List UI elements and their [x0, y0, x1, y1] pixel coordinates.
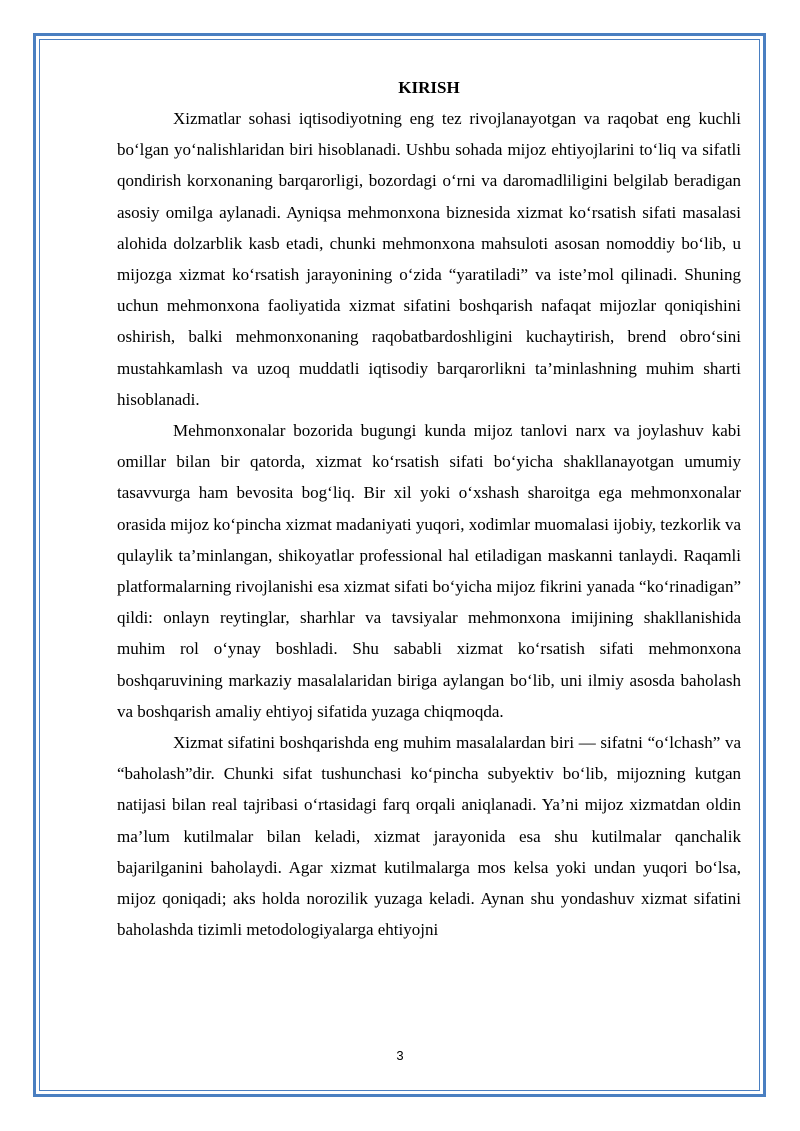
document-body — [117, 77, 741, 945]
paragraph-3: Xizmat sifatini boshqarishda eng muhim masalalardan biri — sifatni “oʻlchash” va “baholash”dir. Chunki sifat tushunchasi koʻpincha subyektiv boʻlib, mijozning kutgan natijasi bilan real tajribasi oʻrtasidagi farq orqali aniqlanadi. Ya’ni mijoz xizmatdan oldin ma’lum kutilmalar bilan keladi, xizmat jarayonida esa shu kutilmalar qanchalik bajarilganini baholaydi. Agar xizmat kutilmalarga mos kelsa yoki undan yuqori boʻlsa, mijoz qoniqadi; aks holda norozilik yuzaga keladi. Aynan shu yondashuv xizmat sifatini baholashda tizimli metodologiyalarga ehtiyojni — [117, 733, 741, 940]
paragraph-1: Xizmatlar sohasi iqtisodiyotning eng tez rivojlanayotgan va raqobat eng kuchli boʻlgan yoʻnalishlaridan biri hisoblanadi. Ushbu sohada mijoz ehtiyojlarini toʻliq va sifatli qondirish korxonaning barqarorligi, bozordagi oʻrni va daromadliligini belgilab beradigan asosiy omilga aylanadi. Ayniqsa mehmonxona biznesida xizmat koʻrsatish sifati masalasi alohida dolzarblik kasb etadi, chunki mehmonxona mahsuloti asosan nomoddiy boʻlib, u mijozga xizmat koʻrsatish jarayonining oʻzida “yaratiladi” va iste’mol qilinadi. Shuning uchun mehmonxona faoliyatida xizmat sifatini boshqarish nafaqat mijozlar qoniqishini oshirish, balki mehmonxonaning raqobatbardoshligini kuchaytirish, brend obroʻsini mustahkamlash va uzoq muddatli iqtisodiy barqarorlikni ta’minlashning muhim sharti hisoblanadi. — [117, 109, 741, 409]
section-title: KIRISH — [398, 78, 460, 97]
page-number: 3 — [396, 1048, 404, 1063]
paragraph-2: Mehmonxonalar bozorida bugungi kunda mijoz tanlovi narx va joylashuv kabi omillar bilan bir qatorda, xizmat koʻrsatish sifati boʻyicha shakllanayotgan umumiy tasavvurga ham bevosita bogʻliq. Bir xil yoki oʻxshash sharoitga ega mehmonxonalar orasida mijoz koʻpincha xizmat madaniyati yuqori, xodimlar muomalasi ijobiy, tezkorlik va qulaylik ta’minlangan, shikoyatlar professional hal etiladigan maskanni tanlaydi. Raqamli platformalarning rivojlanishi esa xizmat sifati boʻyicha mijoz fikrini yanada “koʻrinadigan” qildi: onlayn reytinglar, sharhlar va tavsiyalar mehmonxona imijining shakllanishida muhim rol oʻynay boshladi. Shu sababli xizmat koʻrsatish sifati mehmonxona boshqaruvining markaziy masalalaridan biriga aylangan boʻlib, uni ilmiy asosda baholash va boshqarish amaliy ehtiyoj sifatida yuzaga chiqmoqda. — [117, 421, 741, 721]
